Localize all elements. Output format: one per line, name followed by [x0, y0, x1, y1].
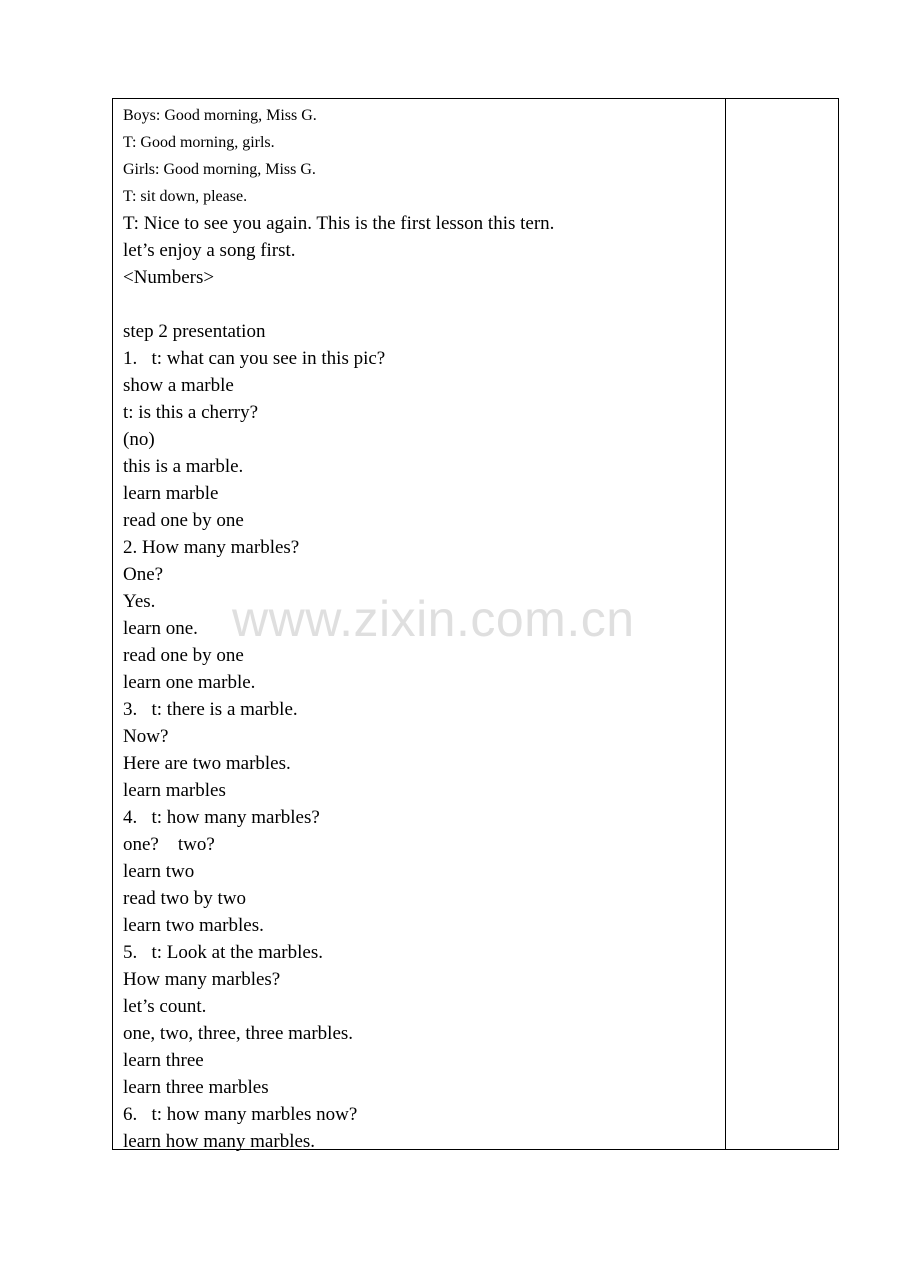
text-line: learn one.: [123, 618, 198, 639]
text-line: learn marble: [123, 483, 219, 504]
text-line: learn marbles: [123, 780, 226, 801]
text-line: 4. t: how many marbles?: [123, 807, 320, 828]
notes-cell: [726, 99, 838, 1149]
text-line: 6. t: how many marbles now?: [123, 1104, 358, 1125]
text-line: show a marble: [123, 375, 234, 396]
text-line: read one by one: [123, 645, 244, 666]
text-line: 5. t: Look at the marbles.: [123, 942, 323, 963]
text-line: learn two marbles.: [123, 915, 264, 936]
text-line: learn three: [123, 1050, 204, 1071]
text-line: One?: [123, 564, 164, 585]
text-line: learn one marble.: [123, 672, 256, 693]
text-line: 3. t: there is a marble.: [123, 699, 298, 720]
text-line: Here are two marbles.: [123, 753, 291, 774]
text-line: Girls: Good morning, Miss G.: [123, 161, 316, 178]
text-line: let’s count.: [123, 996, 207, 1017]
blank-line: [123, 291, 719, 318]
text-line: one? two?: [123, 834, 215, 855]
lesson-content-cell: [123, 102, 719, 1155]
text-line: Now?: [123, 726, 169, 747]
text-line: read two by two: [123, 888, 246, 909]
text-line: learn three marbles: [123, 1077, 269, 1098]
text-line: one, two, three, three marbles.: [123, 1023, 354, 1044]
text-line: this is a marble.: [123, 456, 244, 477]
text-line: t: is this a cherry?: [123, 402, 259, 423]
text-line: Yes.: [123, 591, 156, 612]
text-line: How many marbles?: [123, 969, 281, 990]
text-line: read one by one: [123, 510, 244, 531]
text-line: learn how many marbles.: [123, 1131, 316, 1152]
text-line: let’s enjoy a song first.: [123, 240, 296, 261]
text-line: T: Nice to see you again. This is the first lesson this tern.: [123, 213, 555, 234]
watermark: www.zixin.com.cn: [232, 591, 635, 647]
text-line: <Numbers>: [123, 267, 215, 288]
text-line: 1. t: what can you see in this pic?: [123, 348, 386, 369]
text-line: learn two: [123, 861, 195, 882]
text-line: 2. How many marbles?: [123, 537, 300, 558]
text-line: Boys: Good morning, Miss G.: [123, 107, 317, 124]
text-line: T: Good morning, girls.: [123, 134, 275, 151]
text-line: (no): [123, 429, 155, 450]
lesson-table: [112, 98, 839, 1150]
text-line: step 2 presentation: [123, 321, 266, 342]
text-line: T: sit down, please.: [123, 188, 248, 205]
